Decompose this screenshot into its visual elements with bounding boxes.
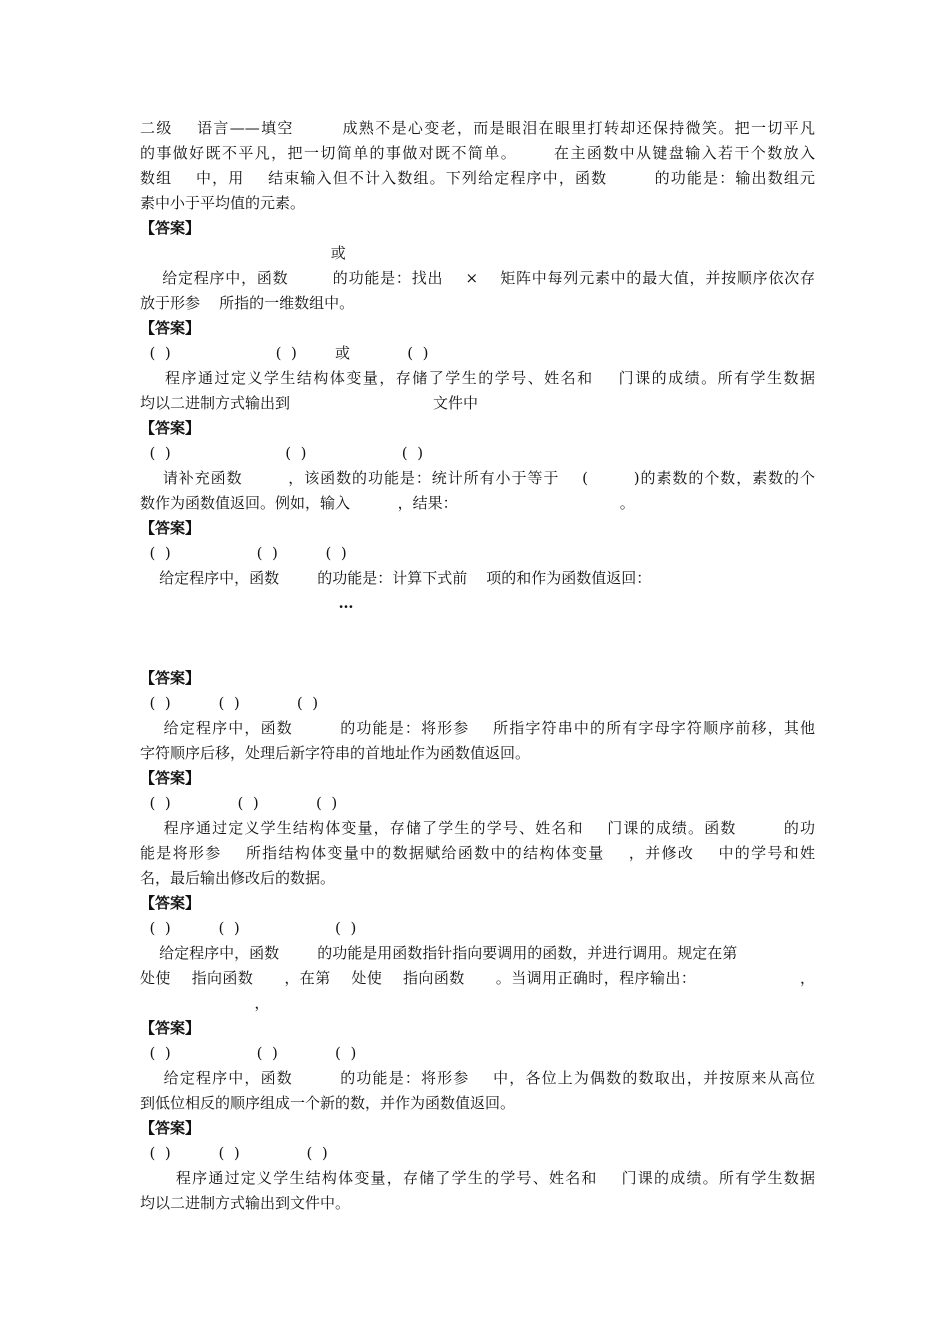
- text-line: 给定程序中，函数 的功能是：计算下式前 项的和作为函数值返回：: [140, 569, 652, 587]
- text-line: 给定程序中，函数 的功能是：找出 × 矩阵中每列元素中的最大值，并按顺序依次存: [140, 269, 815, 287]
- answer-heading: 【答案】: [140, 319, 201, 337]
- text-line: 请补充函数 ，该函数的功能是：统计所有小于等于 ( )的素数的个数，素数的个: [140, 469, 815, 487]
- text-line: 均以二进制方式输出到 文件中: [140, 394, 479, 412]
- text-line: 的事做好既不平凡，把一切简单的事做对既不简单。 在主函数中从键盘输入若干个数放入: [140, 144, 815, 162]
- text-line: 二级 语言——填空 成熟不是心变老，而是眼泪在眼里打转却还保持微笑。把一切平凡: [140, 119, 815, 137]
- text-line: 程序通过定义学生结构体变量，存储了学生的学号、姓名和 门课的成绩。函数 的功: [140, 819, 815, 837]
- text-line: 给定程序中，函数 的功能是：将形参 中，各位上为偶数的数取出，并按原来从高位: [140, 1069, 815, 1087]
- answer-heading: 【答案】: [140, 894, 201, 912]
- text-line: 程序通过定义学生结构体变量，存储了学生的学号、姓名和 门课的成绩。所有学生数据: [140, 1169, 815, 1187]
- answer-line: ( ) ( ) ( ): [140, 794, 338, 812]
- formula-ellipsis: …: [140, 594, 354, 612]
- text-line: 名，最后输出修改后的数据。: [140, 869, 336, 887]
- text-line: 字符顺序后移，处理后新字符串的首地址作为函数值返回。: [140, 744, 531, 762]
- answer-line: ( ) ( ) ( ): [140, 694, 319, 712]
- answer-line: ( ) ( ) ( ): [140, 444, 424, 462]
- answer-line: ( ) ( ) 或 ( ): [140, 344, 429, 362]
- text-line: 给定程序中，函数 的功能是用函数指针指向要调用的函数，并进行调用。规定在第: [140, 944, 738, 962]
- answer-heading: 【答案】: [140, 419, 201, 437]
- answer-heading: 【答案】: [140, 1019, 201, 1037]
- answer-heading: 【答案】: [140, 669, 201, 687]
- answer-line: ( ) ( ) ( ): [140, 1144, 328, 1162]
- answer-line: ( ) ( ) ( ): [140, 544, 347, 562]
- answer-heading: 【答案】: [140, 769, 201, 787]
- text-line: 能是将形参 所指结构体变量中的数据赋给函数中的结构体变量 ，并修改 中的学号和姓: [140, 844, 815, 862]
- text-line: 或: [140, 244, 346, 262]
- answer-heading: 【答案】: [140, 219, 201, 237]
- text-line: 均以二进制方式输出到文件中。: [140, 1194, 351, 1212]
- text-line: 放于形参 所指的一维数组中。: [140, 294, 355, 312]
- answer-line: ( ) ( ) ( ): [140, 1044, 357, 1062]
- answer-heading: 【答案】: [140, 519, 201, 537]
- text-line: 数组 中，用 结束输入但不计入数组。下列给定程序中，函数 的功能是：输出数组元: [140, 169, 815, 187]
- text-line: 素中小于平均值的元素。: [140, 194, 306, 212]
- answer-heading: 【答案】: [140, 1119, 201, 1137]
- text-line: 数作为函数值返回。例如，输入 ，结果： 。: [140, 494, 635, 512]
- text-line: 处使 指向函数 ，在第 处使 指向函数 。当调用正确时，程序输出： ，: [140, 969, 815, 987]
- answer-line: ( ) ( ) ( ): [140, 919, 357, 937]
- text-line: 给定程序中，函数 的功能是：将形参 所指字符串中的所有字母字符顺序前移，其他: [140, 719, 815, 737]
- text-line: 到低位相反的顺序组成一个新的数，并作为函数值返回。: [140, 1094, 516, 1112]
- text-line: 程序通过定义学生结构体变量，存储了学生的学号、姓名和 门课的成绩。所有学生数据: [140, 369, 815, 387]
- text-line: ，: [140, 994, 270, 1012]
